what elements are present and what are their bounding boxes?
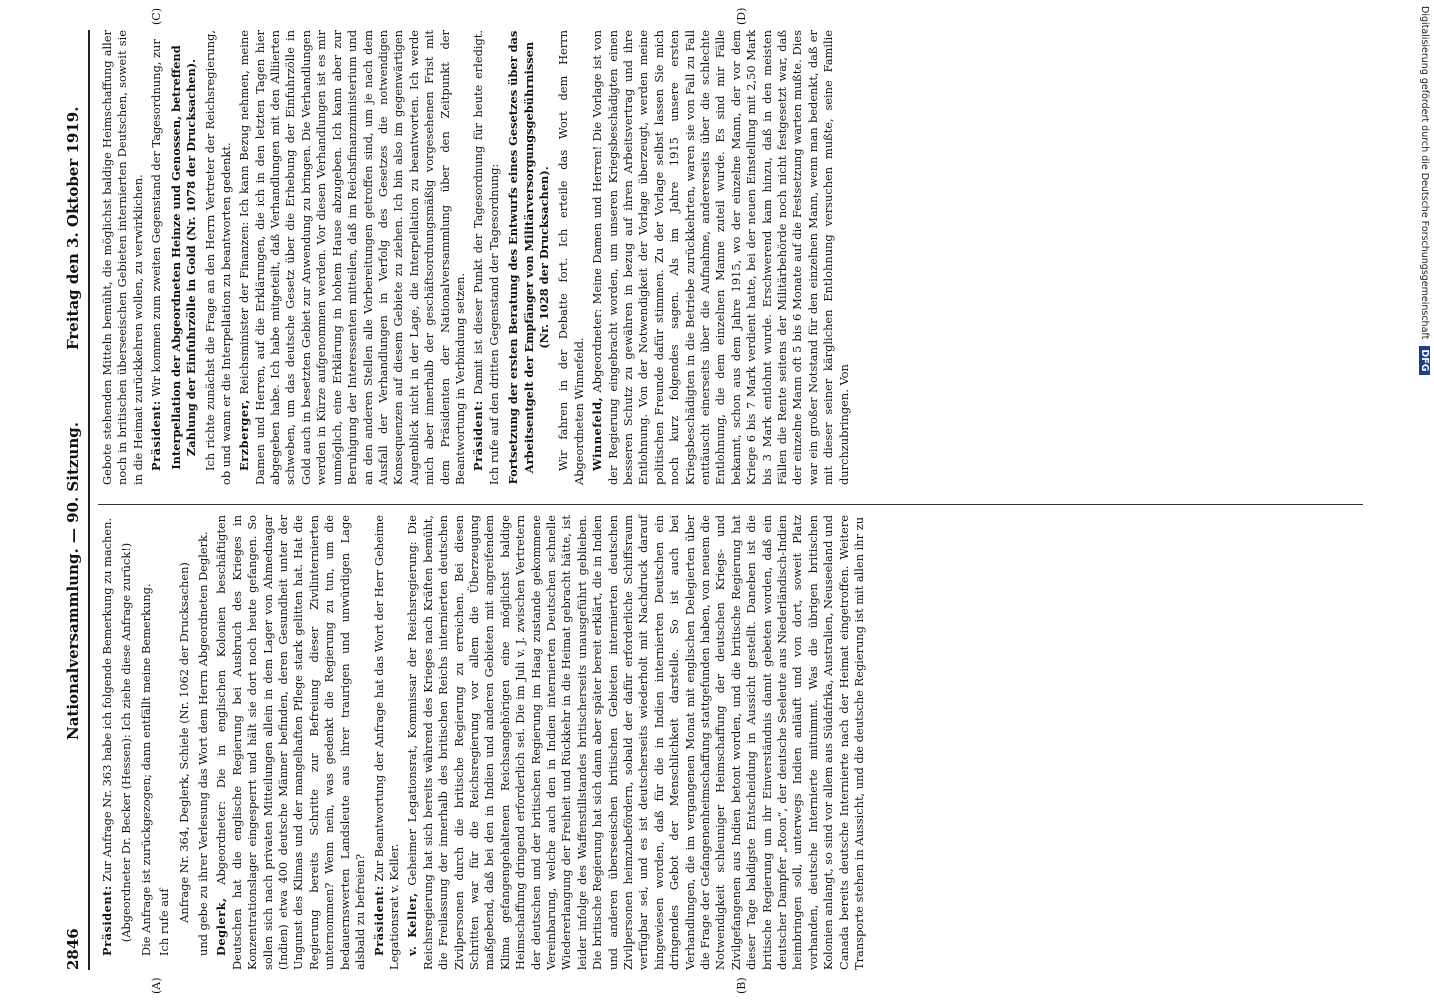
paragraph-text: Ich richte zunächst die Frage an den Herrn Vertreter der Reichsregierung, ob und wann er die Interpellation zu beantworten gedenkt. xyxy=(203,30,233,485)
speaker-name: Präsident: xyxy=(371,885,386,956)
paragraph xyxy=(100,515,115,970)
paragraph-text: Abgeordneter: Die in englischen Kolonien beschäftigten Deutschen hat die englische Regierung bei Ausbruch des Krieges in Konzentrationslager eingesperrt und hält sie dort noch heute gefangen. So sollen sich nach privaten Mitteilungen allein in dem Lager von Ahmednagar (Indien) etwa 400 deutsche Männer befinden, deren Gesundheit unter der Ungunst des Klimas und der mangelhaften Pflege stark gelitten hat. Hat die Regierung bereits Schritte zur Befreiung dieser Zivilinternierten unternommen? Wenn nein, was gedenkt die Regierung zu tun, um die bedauernswerten Landsleute aus ihrer traurigen und unwürdigen Lage alsbald zu befreien? xyxy=(214,515,368,970)
speaker-name: Präsident: xyxy=(471,400,486,471)
paragraph-text: Abgeordneter: Meine Damen und Herren! Die Vorlage ist von der Regierung eingebracht worden, um unseren Kriegsbeschädigten einen besseren Schutz zu gewähren in bezug auf ihren Arbeitsvertrag und ihre Entlohnung. Von der Notwendigkeit der Vorlage überzeugt, werden meine politischen Freunde dafür stimmen. Zu der Vorlage selbst lassen Sie mich noch kurz folgendes sagen. Als im Jahre 1915 unsere ersten Kriegsbeschädigten in die Betriebe zurückkehrten, waren sie von Fall zu Fall enttäuscht einerseits über die Aufnahme, andererseits über die schlechte Entlohnung, die dem einzelnen Manne zuteil wurde. Es sind mir Fälle bekannt, schon aus dem Jahre 1915, wo der einzelne Mann, der vor dem Kriege 6 bis 7 Mark verdient hatte, bei der neuen Einstellung mit 2,50 Mark bis 3 Mark entlohnt wurde. Erschwerend kam hinzu, daß in den meisten Fällen die Rente seitens der Militärbehörde noch nicht festgesetzt war, daß der einzelne Mann oft 5 bis 6 Monate auf die Festsetzung warten mußte. Dies war ein großer Notstand für den einzelnen Mann, wenn man bedenkt, daß er mit dieser seiner kärglichen Entlohnung versuchen mußte, seine Familie durchzubringen. Von xyxy=(590,30,851,485)
paragraph xyxy=(506,30,552,485)
paragraph xyxy=(100,30,146,485)
margin-mark-c: (C) xyxy=(150,8,163,25)
paragraph xyxy=(372,515,403,970)
digitization-credit xyxy=(1416,6,1430,994)
paragraph-text: Interpellation der Abgeordneten Heinze und Genossen, betreffend Zahlung der Einfuhrzölle in Gold (Nr. 1078 der Drucksachen). xyxy=(168,45,199,470)
paragraph-text: Gebote stehenden Mitteln bemüht, die möglichst baldige Heimschaffung aller noch in britischen überseeischen Gebieten internierten Deutschen, soweit sie in die Heimat zurückkehren wollen, zu verwirklichen. xyxy=(100,30,145,485)
paragraph-text: Ich rufe auf xyxy=(157,888,172,956)
paragraph xyxy=(590,30,852,485)
margin-mark-a: (A) xyxy=(150,977,163,994)
page-header xyxy=(62,30,88,970)
paragraph xyxy=(169,30,200,485)
paragraph xyxy=(203,30,234,485)
paragraph xyxy=(119,515,134,970)
speaker-name: Erzberger, xyxy=(237,399,252,471)
paragraph-text: Zur Anfrage Nr. 363 habe ich folgende Bemerkung zu machen. xyxy=(100,517,114,882)
header-rule xyxy=(88,30,90,970)
speaker-name: v. Keller, xyxy=(405,892,420,956)
left-column xyxy=(100,515,871,970)
paragraph xyxy=(471,30,502,485)
column-divider xyxy=(98,504,1363,505)
paragraph xyxy=(139,515,154,970)
paragraph-text: Fortsetzung der ersten Beratung des Entwurfs eines Gesetzes über das Arbeitsentgelt der Empfänger von Militärversorgungsgebührnissen (Nr. 1028 der Drucksachen). xyxy=(506,30,551,485)
paragraph-text: Die Anfrage ist zurückgezogen; dann entfällt meine Bemerkung. xyxy=(138,583,153,956)
page-number: 2846 xyxy=(64,928,82,970)
right-column xyxy=(100,30,855,485)
session-title: Nationalversammlung. — 90. Sitzung. xyxy=(64,422,82,740)
paragraph xyxy=(157,515,172,970)
paragraph-text: Zur Beantwortung der Anfrage hat das Wort der Herr Geheime Legationsrat v. Keller. xyxy=(371,515,401,970)
paragraph-text: Wir kommen zum zweiten Gegenstand der Tagesordnung, zur xyxy=(149,39,164,397)
paragraph-text: Geheimer Legationsrat, Kommissar der Reichsregierung: Die Reichsregierung hat sich bereits während des Krieges nach Kräften bemüht, die Freilassung der innerhalb des britischen Reichs internierten deutschen Zivilpersonen durch die britische Regierung zu erreichen. Bei diesen Schritten war für die Reichsregierung vor allem die Überzeugung maßgebend, daß bei den in Indien und anderen Gebieten mit angreifendem Klima gefangengehaltenen Reichsangehörigen eine möglichst baldige Heimschaffung dringend erforderlich sei. Die im Juli v. J. zwischen Vertretern der deutschen und der britischen Regierung im Haag zustande gekommene Vereinbarung, welche auch den in Indien internierten Deutschen schnelle Wiedererlangung der Freiheit und Rückkehr in die Heimat gebracht hätte, ist leider infolge des Waffenstillstandes britischerseits unausgeführt geblieben. Die britische Regierung hat sich dann aber später bereit erklärt, die in Indien und anderen überseeischen britischen Gebieten internierten deutschen Zivilpersonen heimzubefördern, sobald der dafür erforderliche Schiffsraum verfügbar sei, und es ist deutscherseits wiederholt mit Nachdruck darauf hingewiesen worden, daß für die in Indien internierten Deutschen ein dringendes Gebot der Menschlichkeit darstelle. So ist auch bei Verhandlungen, die im vergangenen Monat mit englischen Delegierten über die Frage der Gefangenenheimschaffung stattgefunden haben, von neuem die Notwendigkeit schleuniger Heimschaffung der deutschen Kriegs- und Zivilgefangenen aus Indien betont worden, und die britische Regierung hat dieser Tage baldigste Entscheidung in Aussicht gestellt. Daneben ist die britische Regierung um ihr Einverständnis damit gebeten worden, daß ein deutscher Dampfer „Roon“, der deutsche Seeleute aus Niederländisch-Indien heimbringen soll, unterwegs Indien anläuft und von dort, soweit Platz vorhanden, deutsche Internierte mitnimmt. Was die übrigen britischen Kolonien anlangt, so sind vor allem aus Südafrika, Australien, Neuseeland und Canada bereits deutsche Internierte nach der Heimat eingetroffen. Weitere Transporte stehen in Aussicht, und die deutsche Regierung ist mit allen ihr zu xyxy=(405,515,867,970)
paragraph-text: Damit ist dieser Punkt der Tagesordnung für heute erledigt. Ich rufe auf den dritten Gegenstand der Tagesordnung: xyxy=(471,30,501,485)
paragraph xyxy=(237,30,468,485)
paragraph-text: (Abgeordneter Dr. Becker (Hessen): Ich ziehe diese Anfrage zurück!) xyxy=(119,542,134,943)
speaker-name: Präsident: xyxy=(149,400,164,471)
paragraph xyxy=(405,515,867,970)
speaker-name: Präsident: xyxy=(100,885,114,956)
paragraph xyxy=(196,515,211,970)
paragraph xyxy=(556,30,587,485)
paragraph xyxy=(177,515,192,970)
session-date: Freitag den 3. Oktober 1919. xyxy=(64,106,82,350)
paragraph-text: und gebe zu ihrer Verlesung das Wort dem Herrn Abgeordneten Deglerk. xyxy=(196,531,211,956)
paragraph-text: Reichsminister der Finanzen: Ich kann Bezug nehmen, meine Damen und Herren, auf die Erklärungen, die ich in den letzten Tagen hier abgegeben habe. Ich habe mitgeteilt, daß Verhandlungen mit den Alliierten schweben, um das deutsche Gesetz über die Erhebung der Einfuhrzölle in Gold auch in besetzten Gebiet zur Anwendung zu bringen. Die Verhandlungen werden in Kürze aufgenommen werden. Vor diesen Verhandlungen ist es mir unmöglich, eine Erklärung in hohem Hause abzugeben. Ich kann aber zur Beruhigung der Interessenten mitteilen, daß im Reichsfinanzministerium und an den anderen Stellen alle Vorbereitungen getroffen sind, um je nach dem Ausfall der Verhandlungen in Verfolg des Gesetzes die notwendigen Konsequenzen auf diesem Gebiete zu ziehen. Ich bin also im gegenwärtigen Augenblick nicht in der Lage, die Interpellation zu beantworten. Ich werde mich aber innerhalb der geschäftsordnungsmäßig vorgesehenen Frist mit dem Präsidenten der Nationalversammlung über den Zeitpunkt der Beantwortung in Verbindung setzen. xyxy=(237,29,467,485)
credit-text xyxy=(1416,6,1430,994)
speaker-name: Winnefeld, xyxy=(590,396,605,471)
paragraph xyxy=(214,515,368,970)
margin-mark-b: (B) xyxy=(735,977,748,994)
paragraph-text: Wir fahren in der Debatte fort. Ich erteile das Wort dem Herrn Abgeordneten Winnefeld. xyxy=(556,30,586,485)
margin-mark-d: (D) xyxy=(735,7,748,25)
paragraph-text: Anfrage Nr. 364, Deglerk, Schiele (Nr. 1062 der Drucksachen) xyxy=(176,562,191,923)
credit-label: Digitalisierung gefördert durch die Deutsche Forschungsgemeinschaft xyxy=(1419,6,1430,340)
paragraph xyxy=(149,30,164,485)
dfg-logo: DFG xyxy=(1419,346,1430,374)
speaker-name: Deglerk, xyxy=(214,897,229,956)
